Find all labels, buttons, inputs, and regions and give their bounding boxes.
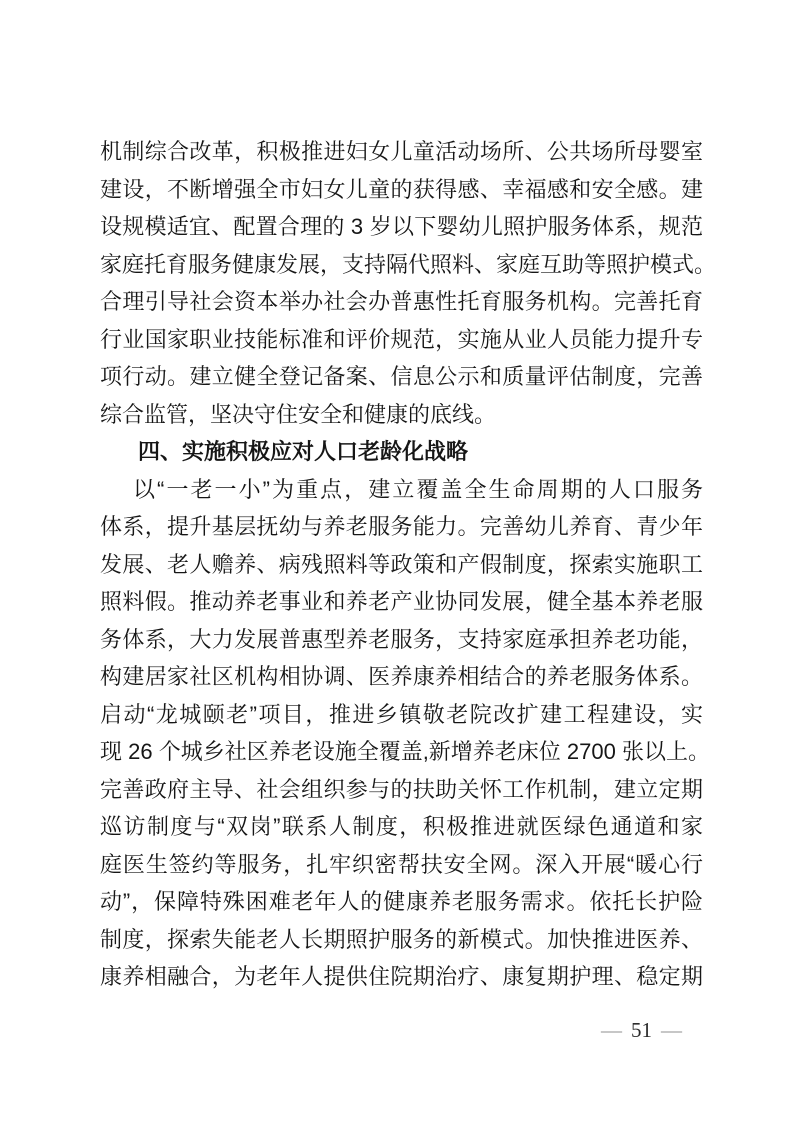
text-line-content: 四、实施积极应对人口老龄化战略 <box>138 439 469 464</box>
text-line-content: 项行动。建立健全登记备案、信息公示和质量评估制度，完善 <box>100 364 704 389</box>
text-line <box>100 808 703 846</box>
text-line <box>100 771 703 809</box>
footer-dash-left: — <box>601 1018 622 1042</box>
text-line-content: 构建居家社区机构相协调、医养康养相结合的养老服务体系。 <box>100 664 704 689</box>
page-number: 51 <box>631 1018 652 1042</box>
text-line <box>100 658 703 696</box>
text-line <box>100 321 703 359</box>
text-line-content: 照料假。推动养老事业和养老产业协同发展，健全基本养老服 <box>100 589 704 614</box>
text-line <box>100 396 703 434</box>
section-heading <box>100 433 703 471</box>
text-line-content: 家庭托育服务健康发展，支持隔代照料、家庭互助等照护模式。 <box>100 251 717 277</box>
text-line-content: 动”，保障特殊困难老年人的健康养老服务需求。依托长护险 <box>100 889 704 914</box>
text-line-content: 启动“龙城颐老”项目，推进乡镇敬老院改扩建工程建设，实 <box>100 701 705 727</box>
text-line <box>100 471 706 509</box>
text-line-content: 务体系，大力发展普惠型养老服务，支持家庭承担养老功能， <box>100 626 704 652</box>
text-line <box>100 546 703 584</box>
text-line <box>100 583 703 621</box>
text-line-content: 机制综合改革，积极推进妇女儿童活动场所、公共场所母婴室 <box>100 139 704 164</box>
text-line <box>100 621 703 659</box>
page-footer <box>601 1018 682 1042</box>
text-line-content: 合理引导社会资本举办社会办普惠性托育服务机构。完善托育 <box>100 289 704 314</box>
text-line <box>100 508 703 546</box>
document-body-text <box>100 133 717 996</box>
text-line <box>100 883 703 921</box>
text-line-content: 设规模适宜、配置合理的 3 岁以下婴幼儿照护服务体系，规范 <box>100 214 704 239</box>
text-line <box>100 358 703 396</box>
text-line-content: 综合监管，坚决守住安全和健康的底线。 <box>100 401 497 427</box>
text-line <box>100 733 710 771</box>
text-line-content: 巡访制度与“双岗”联系人制度，积极推进就医绿色通道和家 <box>100 814 705 839</box>
text-line <box>100 696 703 734</box>
text-line-content: 庭医生签约等服务，扎牢织密帮扶安全网。深入开展“暖心行 <box>100 851 704 877</box>
text-line <box>100 133 703 171</box>
text-line-content: 制度，探索失能老人长期照护服务的新模式。加快推进医养、 <box>100 926 704 952</box>
text-line-content: 完善政府主导、社会组织参与的扶助关怀工作机制，建立定期 <box>100 776 704 802</box>
text-line-content: 现 26 个城乡社区养老设施全覆盖,新增养老床位 2700 张以上。 <box>100 739 710 764</box>
text-line <box>100 958 703 996</box>
text-line-content: 建设，不断增强全市妇女儿童的获得感、幸福感和安全感。建 <box>100 176 704 202</box>
text-line <box>100 921 703 959</box>
text-line-content: 康养相融合，为老年人提供住院期治疗、康复期护理、稳定期 <box>100 964 704 989</box>
footer-dash-right: — <box>661 1018 682 1042</box>
text-line-content: 发展、老人赡养、病残照料等政策和产假制度，探索实施职工 <box>100 551 704 577</box>
text-line-content: 行业国家职业技能标准和评价规范，实施从业人员能力提升专 <box>100 326 704 352</box>
text-line <box>100 246 717 284</box>
text-line <box>100 171 703 209</box>
text-line-content: 以“一老一小”为重点，建立覆盖全生命周期的人口服务 <box>133 476 706 502</box>
text-line <box>100 846 703 884</box>
text-line <box>100 208 703 246</box>
text-line <box>100 283 703 321</box>
text-line-content: 体系，提升基层抚幼与养老服务能力。完善幼儿养育、青少年 <box>100 514 704 539</box>
